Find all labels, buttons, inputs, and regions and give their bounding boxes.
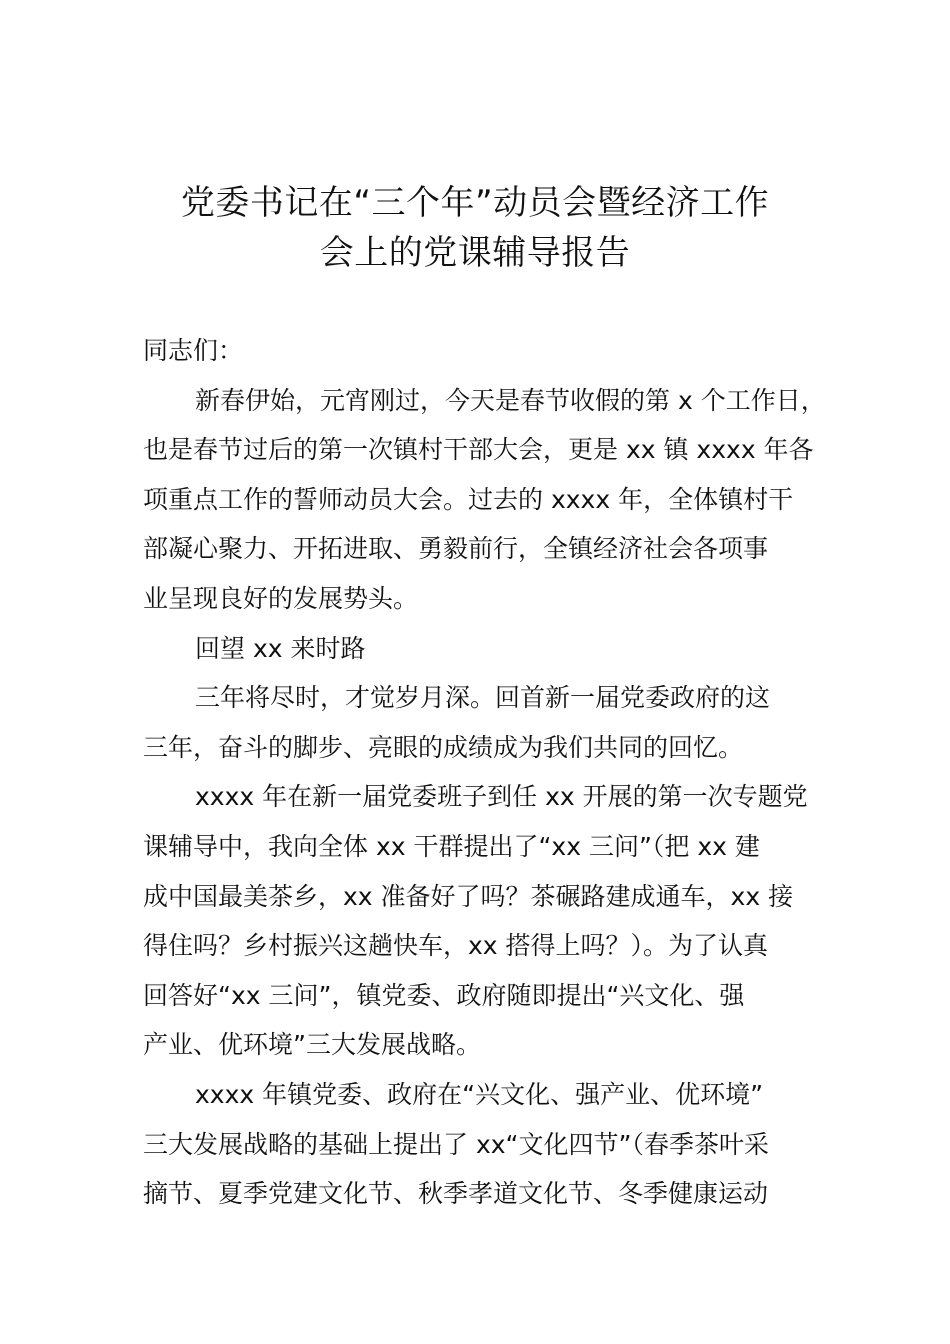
salutation: 同志们： bbox=[143, 336, 244, 365]
paragraph-line: 回答好“xx 三问”，镇党委、政府随即提出“兴文化、强 bbox=[143, 980, 745, 1010]
title-line-1: 党委书记在“三个年”动员会暨经济工作 bbox=[180, 183, 770, 223]
paragraph-line: xxxx 年在新一届党委班子到任 xx 开展的第一次专题党 bbox=[195, 782, 808, 812]
paragraph-line: 成中国最美茶乡，xx 准备好了吗？茶碾路建成通车，xx 接 bbox=[143, 881, 794, 911]
document-body bbox=[143, 326, 826, 1219]
paragraph-line: 项重点工作的誓师动员大会。过去的 xxxx 年，全体镇村干 bbox=[143, 484, 794, 514]
paragraph-line: 业呈现良好的发展势头。 bbox=[143, 583, 419, 613]
document-title bbox=[120, 178, 830, 278]
paragraph-line: 三年将尽时，才觉岁月深。回首新一届党委政府的这 bbox=[195, 683, 771, 713]
paragraph-line: 三年，奋斗的脚步、亮眼的成绩成为我们共同的回忆。 bbox=[143, 732, 744, 762]
paragraph-line: 新春伊始，元宵刚过，今天是春节收假的第 x 个工作日， bbox=[195, 385, 826, 415]
paragraph-line: 部凝心聚力、开拓进取、勇毅前行，全镇经济社会各项事 bbox=[143, 534, 769, 564]
paragraph-line: 产业、优环境”三大发展战略。 bbox=[143, 1030, 481, 1060]
paragraph-line: 课辅导中，我向全体 xx 干群提出了“xx 三问”（把 xx 建 bbox=[143, 831, 760, 861]
paragraph-line: 摘节、夏季党建文化节、秋季孝道文化节、冬季健康运动 bbox=[143, 1179, 769, 1209]
paragraph-line: 也是春节过后的第一次镇村干部大会，更是 xx 镇 xxxx 年各 bbox=[143, 435, 814, 465]
paragraph-line: xxxx 年镇党委、政府在“兴文化、强产业、优环境” bbox=[195, 1079, 764, 1109]
section-heading: 回望 xx 来时路 bbox=[195, 633, 366, 663]
paragraph-line: 得住吗？乡村振兴这趟快车，xx 搭得上吗？）。为了认真 bbox=[143, 931, 769, 961]
title-line-2: 会上的党课辅导报告 bbox=[319, 233, 631, 273]
paragraph-line: 三大发展战略的基础上提出了 xx“文化四节”（春季茶叶采 bbox=[143, 1129, 769, 1159]
